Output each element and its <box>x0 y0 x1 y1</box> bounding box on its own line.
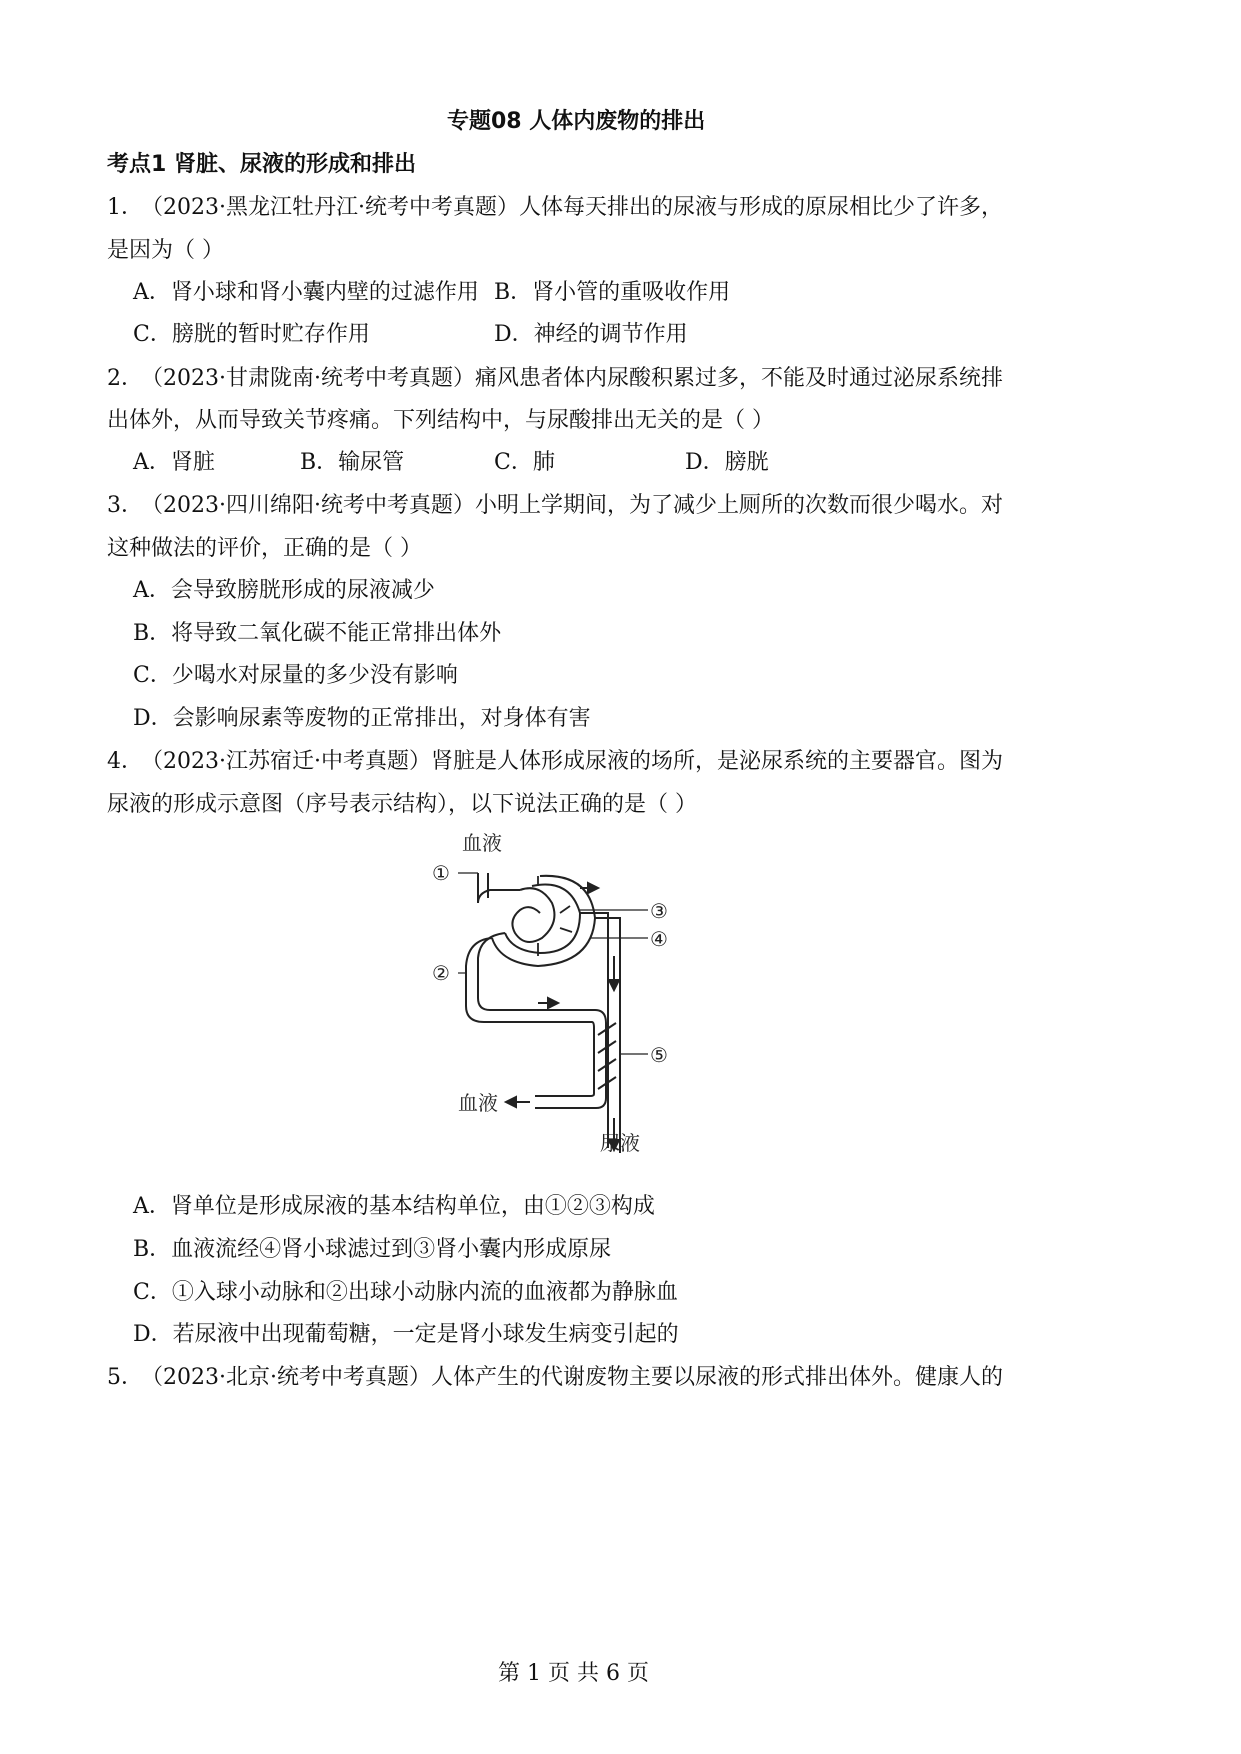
option-d: D．膀胱 <box>685 450 769 475</box>
marker-2: ② <box>432 961 450 985</box>
option-d: D．神经的调节作用 <box>494 322 688 347</box>
question-number: 4． <box>107 749 143 774</box>
label-blood-in: 血液 <box>462 831 502 855</box>
question-stem-line: 尿液的形成示意图（序号表示结构），以下说法正确的是（ ） <box>107 792 697 817</box>
option-b: B．肾小管的重吸收作用 <box>494 280 731 305</box>
option-c: C．膀胱的暂时贮存作用 <box>133 322 370 347</box>
glomerulus <box>512 888 554 942</box>
option-c: C．少喝水对尿量的多少没有影响 <box>133 663 458 688</box>
marker-3: ③ <box>650 899 668 923</box>
section-heading: 考点1 肾脏、尿液的形成和排出 <box>107 152 416 177</box>
option-a: A．会导致膀胱形成的尿液减少 <box>133 578 435 603</box>
question-stem-line: 出体外，从而导致关节疼痛。下列结构中，与尿酸排出无关的是（ ） <box>107 408 774 433</box>
question-stem-line: （2023·北京·统考中考真题）人体产生的代谢废物主要以尿液的形式排出体外。健康人的 <box>141 1365 1003 1390</box>
option-a: A．肾脏 <box>133 450 215 475</box>
question-number: 1． <box>107 195 143 220</box>
option-c: C．肺 <box>494 450 555 475</box>
nephron-diagram <box>420 828 710 1158</box>
option-a: A．肾单位是形成尿液的基本结构单位，由①②③构成 <box>133 1194 655 1219</box>
option-d: D．会影响尿素等废物的正常排出，对身体有害 <box>133 706 591 731</box>
question-stem-line: （2023·四川绵阳·统考中考真题）小明上学期间，为了减少上厕所的次数而很少喝水。对 <box>141 493 1003 518</box>
page-title: 专题08 人体内废物的排出 <box>447 109 706 134</box>
question-number: 5． <box>107 1365 143 1390</box>
option-b: B．将导致二氧化碳不能正常排出体外 <box>133 621 502 646</box>
marker-4: ④ <box>650 927 668 951</box>
question-stem-line: （2023·黑龙江牡丹江·统考中考真题）人体每天排出的尿液与形成的原尿相比少了许多， <box>141 195 1003 220</box>
option-b: B．血液流经④肾小球滤过到③肾小囊内形成原尿 <box>133 1237 612 1262</box>
option-a: A．肾小球和肾小囊内壁的过滤作用 <box>133 280 479 305</box>
afferent-arteriole <box>478 873 520 903</box>
label-blood-out: 血液 <box>458 1091 498 1115</box>
efferent-arteriole <box>478 933 606 1108</box>
option-c: C．①入球小动脉和②出球小动脉内流的血液都为静脉血 <box>133 1280 678 1305</box>
question-stem-line: 这种做法的评价，正确的是（ ） <box>107 536 422 561</box>
question-number: 3． <box>107 493 143 518</box>
page-footer: 第 1 页 共 6 页 <box>498 1661 649 1686</box>
option-d: D．若尿液中出现葡萄糖，一定是肾小球发生病变引起的 <box>133 1322 679 1347</box>
label-urine: 尿液 <box>600 1131 640 1155</box>
marker-1: ① <box>432 861 450 885</box>
marker-5: ⑤ <box>650 1043 668 1067</box>
question-stem-line: （2023·甘肃陇南·统考中考真题）痛风患者体内尿酸积累过多，不能及时通过泌尿系统排 <box>141 366 1003 391</box>
question-stem-line: （2023·江苏宿迁·中考真题）肾脏是人体形成尿液的场所，是泌尿系统的主要器官。图为 <box>141 749 1003 774</box>
option-b: B．输尿管 <box>300 450 405 475</box>
question-number: 2． <box>107 366 143 391</box>
question-stem-line: 是因为（ ） <box>107 238 224 263</box>
bowmans-capsule <box>505 885 580 953</box>
